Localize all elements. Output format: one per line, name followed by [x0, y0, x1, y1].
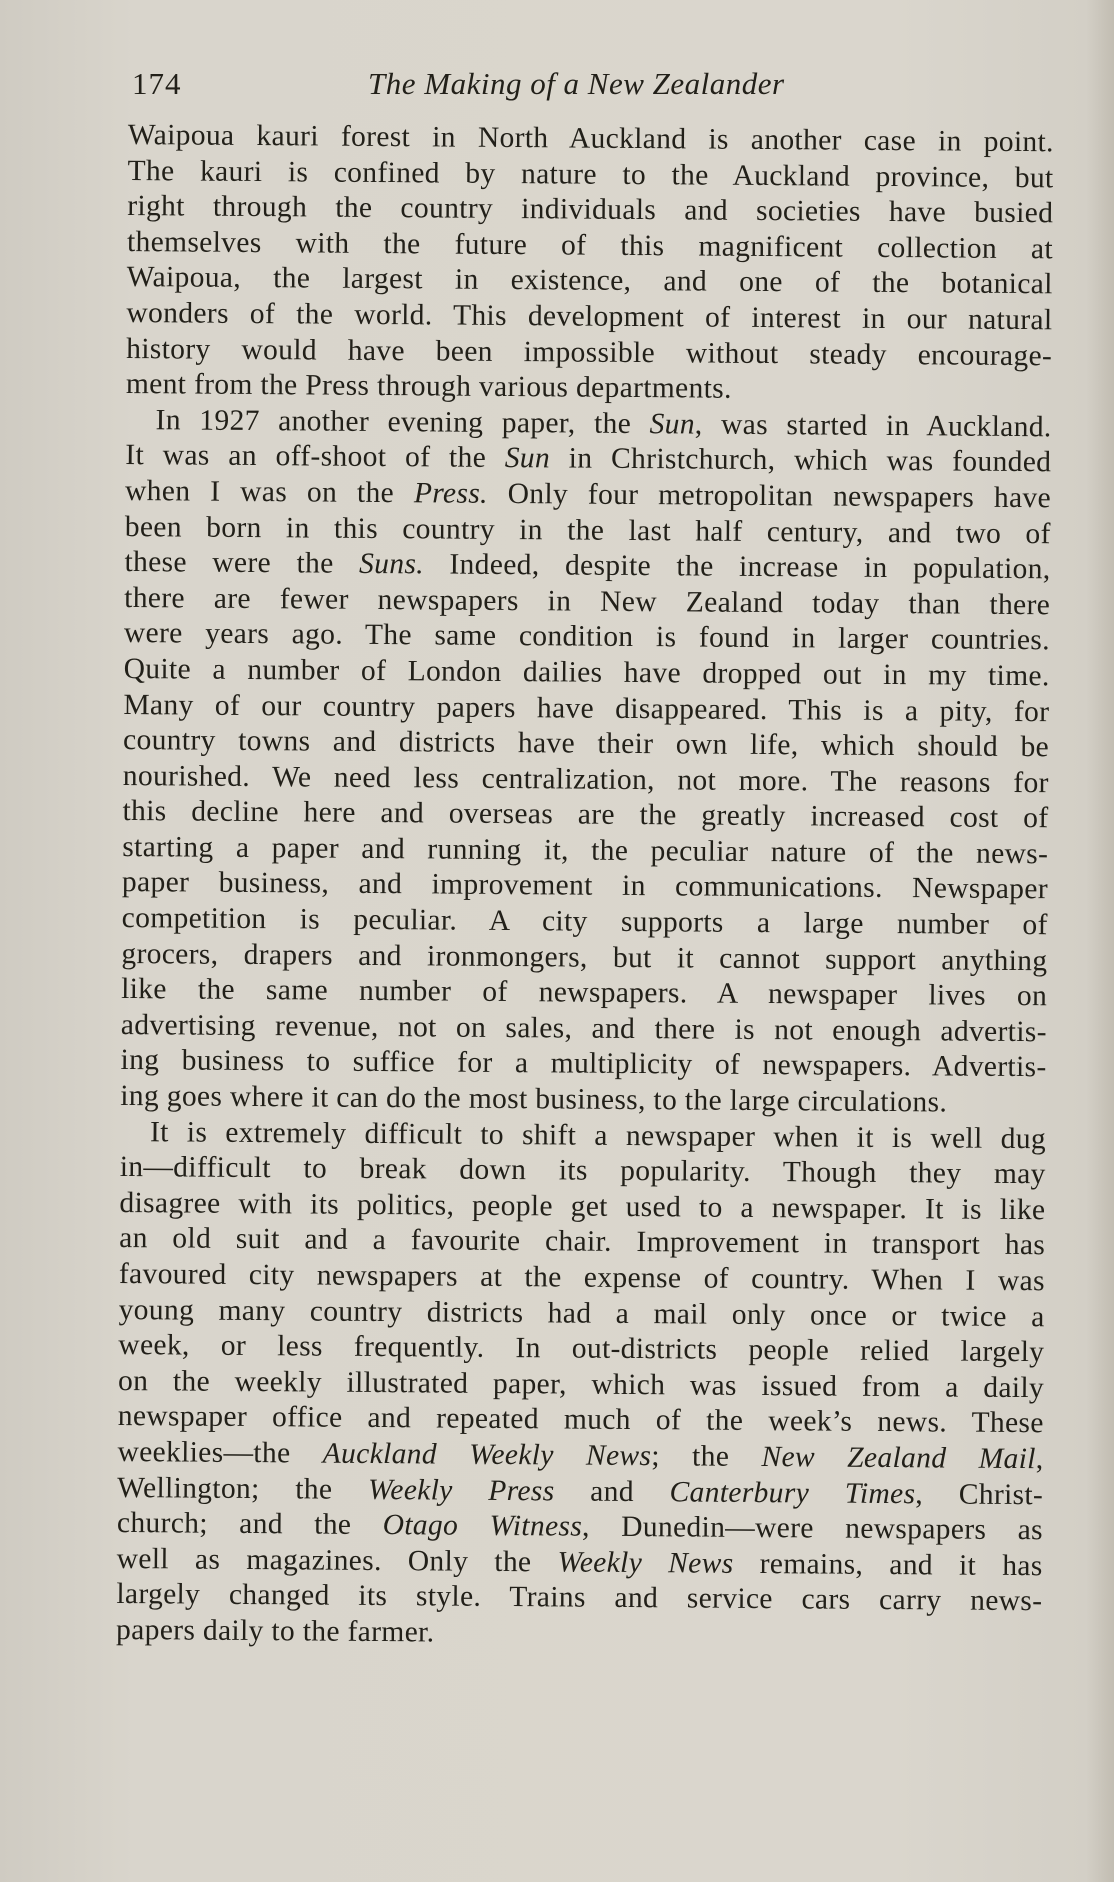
- text-line: ment from the Press through various departments.: [125, 368, 732, 405]
- text-run: church; and the: [116, 1507, 383, 1542]
- text-line: on the weekly illustrated paper, which was issued from a daily: [117, 1364, 1045, 1405]
- text-run: Only four metropolitan newspapers have: [487, 477, 1052, 515]
- newspaper-title: Canterbury Times: [669, 1475, 916, 1510]
- text-line: starting a paper and running it, the peculiar nature of the news-: [122, 830, 1049, 871]
- text-line: been born in this country in the last half century, and two of: [124, 510, 1051, 550]
- newspaper-title: Press.: [413, 477, 488, 510]
- text-line: disagree with its politics, people get used to a newspaper. It is like: [119, 1186, 1046, 1227]
- text-line: were years ago. The same condition is found in larger countries.: [123, 617, 1051, 657]
- text-run: Wellington; the: [117, 1471, 369, 1506]
- text-run: these were the: [124, 546, 360, 580]
- newspaper-title: Sun: [504, 442, 551, 475]
- text-line: paper business, and improvement in communications. Newspaper: [121, 866, 1049, 906]
- text-line: Waipoua kauri forest in North Auckland is another case in point.: [127, 118, 1054, 159]
- text-line: The kauri is confined by nature to the Auckland province, but: [127, 154, 1054, 194]
- newspaper-title: Weekly Press: [367, 1473, 555, 1507]
- page-number: 174: [132, 66, 182, 101]
- newspaper-title: Suns.: [358, 547, 425, 581]
- text-line: wonders of the world. This development of interest in our natural: [126, 296, 1053, 337]
- newspaper-title: New Zealand Mail: [761, 1440, 1036, 1476]
- text-line: competition is peculiar. A city supports a large number of: [121, 902, 1048, 942]
- newspaper-title: Auckland Weekly News: [322, 1437, 652, 1473]
- newspaper-title: Sun: [649, 407, 696, 441]
- text-line: favoured city newspapers at the expense of country. When I was: [118, 1257, 1046, 1298]
- text-line: country towns and districts have their own life, which should be: [122, 724, 1050, 764]
- text-line: papers daily to the farmer.: [115, 1613, 435, 1649]
- newspaper-title: Otago Witness: [382, 1509, 583, 1543]
- text-run: in Christchurch, which was founded: [549, 442, 1052, 479]
- text-line: largely changed its style. Trains and service cars carry news-: [116, 1578, 1043, 1618]
- text-line: advertising revenue, not on sales, and there is not enough advertis-: [120, 1008, 1047, 1049]
- text-line: nourished. We need less centralization, not more. The reasons for: [122, 759, 1049, 799]
- text-line: young many country districts had a mail only once or twice a: [118, 1293, 1045, 1333]
- text-line: It is extremely difficult to shift a newspaper when it is well dug: [149, 1115, 1047, 1155]
- text-line: Waipoua, the largest in existence, and one of the botanical: [126, 261, 1053, 301]
- text-run: weeklies—the: [117, 1435, 323, 1470]
- text-run: In 1927 another evening paper, the: [155, 403, 650, 440]
- text-line: week, or less frequently. In out-districts people relied largely: [118, 1329, 1045, 1369]
- text-line: grocers, drapers and ironmongers, but it cannot support anything: [121, 937, 1048, 977]
- text-run: well as magazines. Only the: [116, 1542, 558, 1579]
- text-line: history would have been impossible without steady encourage-: [126, 332, 1053, 372]
- text-run: Indeed, despite the increase in population,: [423, 548, 1051, 586]
- text-run: when I was on the: [124, 474, 415, 510]
- text-run: , was started in Auckland.: [694, 408, 1052, 444]
- page-edge-shadow: [1086, 0, 1114, 1882]
- text-line: Quite a number of London dailies have dropped out in my time.: [123, 652, 1050, 693]
- text-line: in—difficult to break down its popularity. Though they may: [119, 1151, 1046, 1191]
- text-line: themselves with the future of this magnificent collection at: [126, 225, 1054, 266]
- text-line: ing business to suffice for a multiplicity of newspapers. Advertis-: [120, 1044, 1047, 1084]
- text-line: this decline here and overseas are the greatly increased cost of: [122, 795, 1049, 835]
- text-run: It was an off-shoot of the: [125, 439, 505, 475]
- body-text: [116, 118, 1054, 1656]
- text-line: ing goes where it can do the most business, to the large circulations.: [120, 1080, 948, 1119]
- newspaper-title: Weekly News: [557, 1546, 734, 1580]
- text-run: and: [554, 1474, 670, 1508]
- text-line: an old suit and a favourite chair. Improvement in transport has: [119, 1222, 1046, 1262]
- text-run: remains, and it has: [733, 1547, 1043, 1582]
- text-line: right through the country individuals and societies have busied: [127, 190, 1054, 230]
- text-run: ,: [1035, 1443, 1044, 1476]
- page-header: [132, 62, 1058, 106]
- text-run: ; the: [651, 1440, 762, 1473]
- text-line: there are fewer newspapers in New Zealand today than there: [124, 581, 1051, 621]
- text-line: like the same number of newspapers. A newspaper lives on: [121, 973, 1048, 1013]
- text-run: , Dunedin—were newspapers as: [581, 1510, 1044, 1547]
- running-title: The Making of a New Zealander: [368, 66, 785, 101]
- text-line: Many of our country papers have disappeared. This is a pity, for: [123, 688, 1050, 728]
- text-line: newspaper office and repeated much of the week’s news. These: [117, 1400, 1044, 1440]
- text-run: , Christ-: [915, 1477, 1044, 1511]
